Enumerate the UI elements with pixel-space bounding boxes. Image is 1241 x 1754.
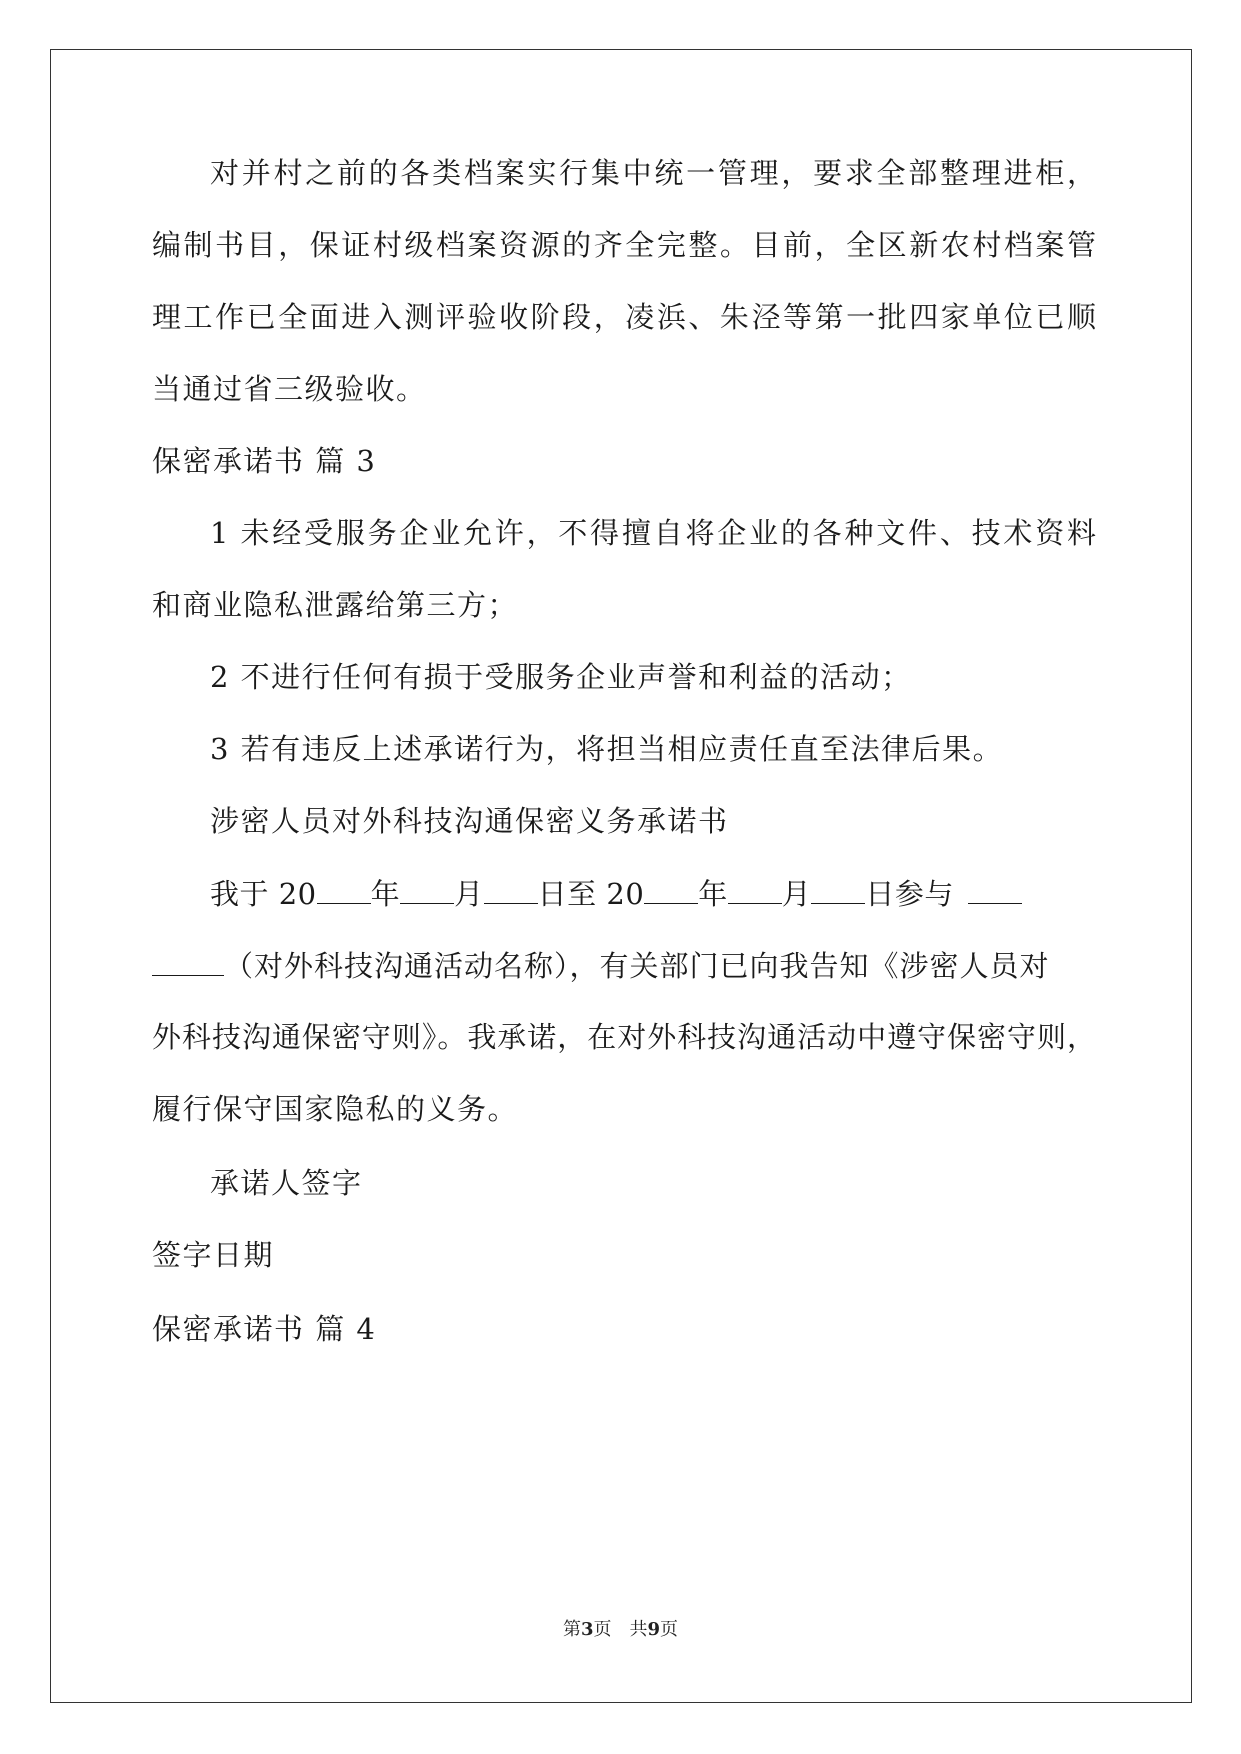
year-blank	[317, 873, 371, 904]
paragraph-line: 当通过省三级验收。	[152, 372, 427, 406]
paragraph-line: 理工作已全面进入测评验收阶段，凌浜、朱泾等第一批四家单位已顺	[152, 300, 1096, 334]
pledge-line	[152, 945, 1050, 986]
month-blank	[400, 873, 454, 904]
total-pages-number: 9	[647, 1619, 661, 1640]
signature-label: 承诺人签字	[210, 1166, 363, 1200]
pledge-prefix: 我于 20	[210, 877, 317, 911]
page-footer	[0, 1618, 1241, 1642]
paragraph-line: 编制书目，保证村级档案资源的齐全完整。目前，全区新农村档案管	[152, 228, 1096, 262]
pledge-line	[152, 873, 1022, 914]
day-blank	[484, 873, 538, 904]
pledge-line: 外科技沟通保密守则》。我承诺，在对外科技沟通活动中遵守保密守则，	[152, 1020, 1096, 1054]
pledge-line: 履行保守国家隐私的义务。	[152, 1092, 519, 1126]
day-join-label: 日参与	[865, 877, 954, 911]
day-blank	[811, 873, 865, 904]
footer-mid: 页 共	[593, 1619, 648, 1640]
date-label: 签字日期	[152, 1238, 275, 1272]
list-item: 2 不进行任何有损于受服务企业声誉和利益的活动；	[210, 660, 912, 694]
list-item: 3 若有违反上述承诺行为，将担当相应责任直至法律后果。	[210, 732, 1004, 766]
pledge-text: （对外科技沟通活动名称），有关部门已向我告知《涉密人员对	[224, 949, 1050, 983]
activity-blank	[968, 873, 1022, 904]
year-label: 年	[698, 877, 728, 911]
month-label: 月	[454, 877, 484, 911]
paragraph-line: 对并村之前的各类档案实行集中统一管理，要求全部整理进柜，	[210, 156, 1096, 190]
footer-prefix: 第	[562, 1619, 581, 1640]
section-heading: 保密承诺书 篇 4	[152, 1312, 377, 1346]
activity-blank	[152, 945, 224, 976]
month-blank	[728, 873, 782, 904]
year-label: 年	[370, 877, 401, 911]
subtitle: 涉密人员对外科技沟通保密义务承诺书	[210, 804, 729, 838]
section-heading: 保密承诺书 篇 3	[152, 444, 377, 478]
list-item-line: 和商业隐私泄露给第三方；	[152, 588, 519, 622]
current-page-number: 3	[580, 1619, 594, 1640]
year-blank	[644, 873, 698, 904]
day-to-label: 日至 20	[537, 877, 645, 911]
list-item-line: 1 未经受服务企业允许，不得擅自将企业的各种文件、技术资料	[210, 516, 1096, 550]
month-label: 月	[781, 877, 812, 911]
footer-suffix: 页	[660, 1619, 679, 1640]
